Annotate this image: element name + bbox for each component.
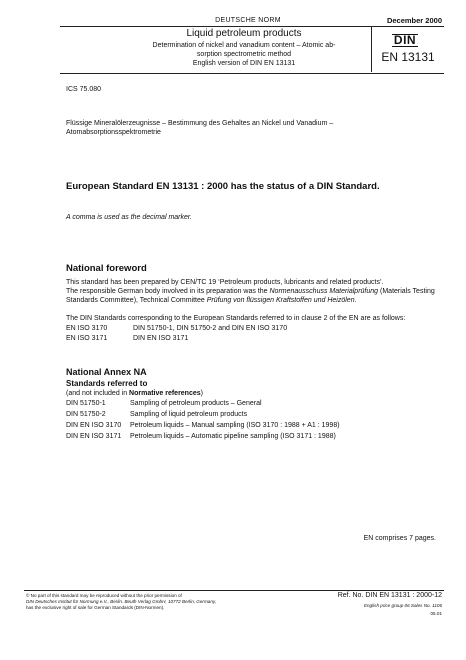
document-subtitle-line-3: English version of DIN EN 13131 (192, 60, 296, 67)
edition-code: 05.01 (430, 611, 442, 616)
copyright-notice (26, 593, 296, 611)
price-group: English price group 06 Sales No. 1106 (363, 603, 442, 608)
header-center (118, 28, 370, 68)
correspondence-en: EN ISO 3170 (66, 325, 108, 332)
reference-id: DIN 51750-1 (66, 400, 106, 407)
foreword-p2-technical-committee-de: Prüfung von flüssigen Kraftstoffen und Heizölen (206, 297, 355, 304)
national-annex-heading: National Annex NA (66, 367, 147, 377)
standard-number: EN 13131 (381, 50, 435, 64)
document-subtitle-line-2: sorption spectrometric method (196, 51, 292, 58)
foreword-p2-text-c: . (354, 297, 357, 304)
copyright-line-1: © No part of this standard may be reproduced without the prior permission of (26, 593, 182, 598)
foreword-paragraph-3: The DIN Standards corresponding to the European Standards referred to in clause 2 of the EN are as follows: (66, 315, 406, 322)
decimal-marker-note: A comma is used as the decimal marker. (66, 214, 192, 221)
annex-note-bold: Normative references (129, 390, 201, 397)
status-statement: European Standard EN 13131 : 2000 has the status of a DIN Standard. (66, 181, 380, 192)
correspondence-din: DIN 51750-1, DIN 51750-2 and DIN EN ISO 3170 (133, 325, 288, 332)
annex-note-a: (and not included in (66, 390, 130, 397)
reference-title: Sampling of liquid petroleum products (130, 411, 248, 418)
correspondence-din: DIN EN ISO 3171 (133, 335, 189, 342)
foreword-paragraph-1: This standard has been prepared by CEN/TC 19 ‘Petroleum products, lubricants and related products’. (66, 279, 384, 286)
foreword-p2-committee-de: Normenausschuss Materialprüfung (269, 288, 379, 295)
header-top-rule (60, 26, 444, 27)
foreword-p2-text-b: (Materials Testing Standards Committee), Technical Committee (66, 288, 435, 304)
german-title: Flüssige Mineralölerzeugnisse – Bestimmung des Gehaltes an Nickel und Vanadium – Atomabsorptionsspektrometrie (66, 120, 334, 136)
reference-title: Sampling of petroleum products – General (130, 400, 262, 407)
reference-title: Petroleum liquids – Manual sampling (ISO 3170 : 1988 + A1 : 1998) (130, 422, 340, 429)
national-annex-note (66, 389, 203, 398)
reference-id: DIN EN ISO 3170 (66, 422, 122, 429)
ics-code: ICS 75.080 (66, 86, 102, 93)
foreword-p2-text-a: The responsible German body involved in its preparation was the (66, 288, 270, 295)
norm-label: DEUTSCHE NORM (215, 17, 281, 24)
page-count-note: EN comprises 7 pages. (363, 535, 436, 542)
issue-date: December 2000 (386, 16, 442, 25)
header-bottom-rule (60, 73, 444, 74)
reference-id: DIN 51750-2 (66, 411, 106, 418)
din-logo: DIN (393, 33, 417, 47)
document-subtitle-line-1: Determination of nickel and vanadium content – Atomic ab- (152, 42, 336, 49)
footer-rule (24, 590, 444, 591)
document-title: Liquid petroleum products (186, 28, 302, 39)
copyright-line-2: DIN Deutsches Institut für Normung e.V., Berlin. Beuth Verlag GmbH, 10772 Berlin, Germany, (26, 599, 217, 604)
annex-note-c: ) (200, 390, 203, 397)
national-annex-subheading: Standards referred to (66, 379, 148, 388)
copyright-line-3: has the exclusive right of sale for German Standards (DIN-Normen). (26, 605, 165, 610)
reference-id: DIN EN ISO 3171 (66, 433, 122, 440)
national-foreword-heading: National foreword (66, 263, 147, 274)
reference-number: Ref. No. DIN EN 13131 : 2000-12 (337, 592, 442, 599)
correspondence-en: EN ISO 3171 (66, 335, 108, 342)
foreword-paragraph-2 (66, 287, 441, 305)
reference-title: Petroleum liquids – Automatic pipeline sampling (ISO 3171 : 1988) (130, 433, 336, 440)
